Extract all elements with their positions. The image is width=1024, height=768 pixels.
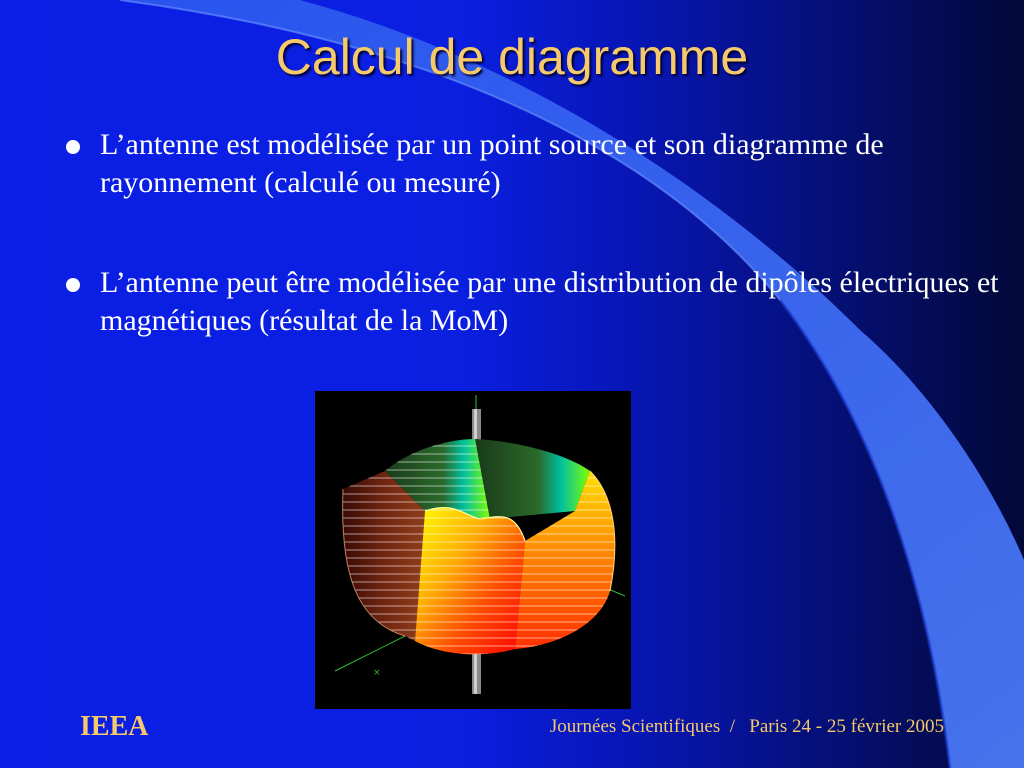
bullet-dot-icon bbox=[66, 278, 80, 292]
bullet-text: L’antenne est modélisée par un point source et son diagramme de rayonnement (calculé ou mesuré) bbox=[100, 128, 884, 199]
bullet-dot-icon bbox=[66, 140, 80, 154]
footer-org-label: IEEA bbox=[80, 711, 149, 742]
bullet-item bbox=[64, 126, 1004, 202]
bullet-item bbox=[64, 264, 1004, 340]
radiation-pattern-image bbox=[315, 391, 631, 709]
bullet-list bbox=[64, 126, 1004, 402]
footer-event-label: Journées Scientifiques / Paris 24 - 25 février 2005 bbox=[549, 716, 944, 737]
svg-text:×: × bbox=[373, 668, 381, 678]
bullet-text: L’antenne peut être modélisée par une distribution de dipôles électriques et magnétiques (résultat de la MoM) bbox=[100, 266, 999, 337]
slide-title: Calcul de diagramme bbox=[275, 29, 749, 85]
